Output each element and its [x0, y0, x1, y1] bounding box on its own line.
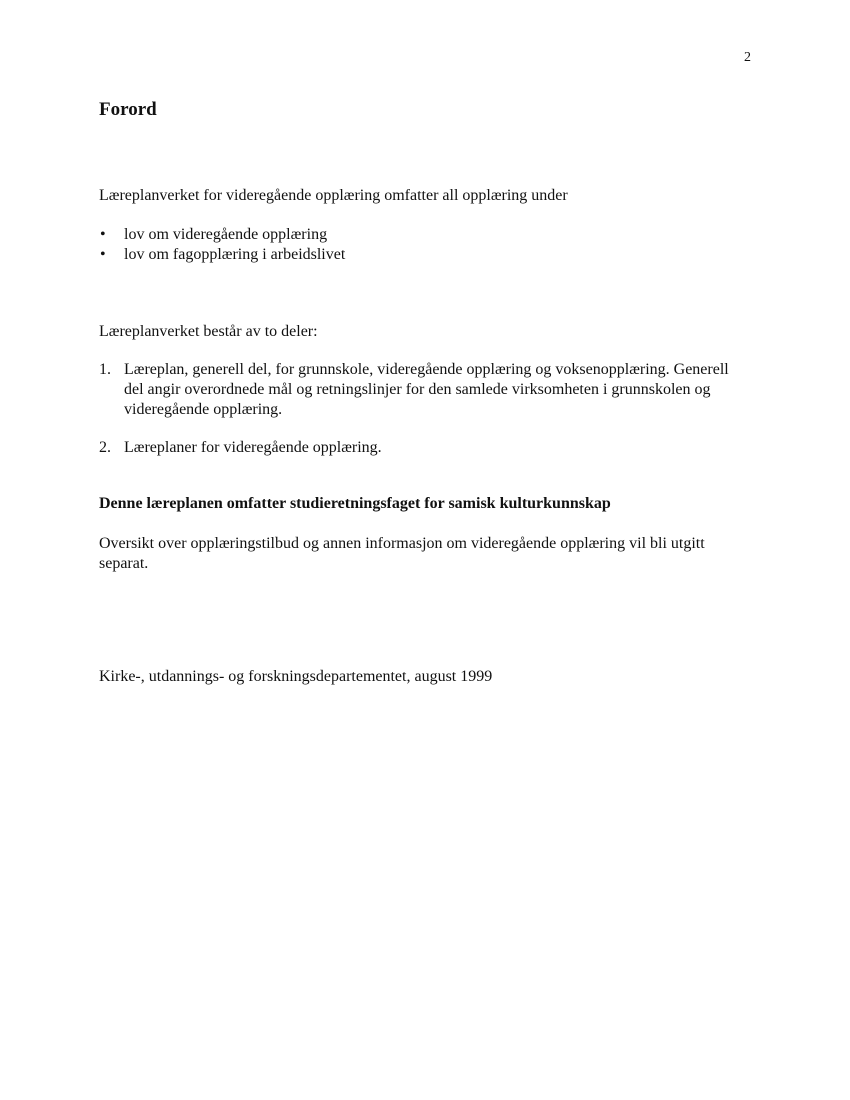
list-item	[99, 360, 739, 420]
list-item	[99, 245, 345, 265]
list-item-text: lov om fagopplæring i arbeidslivet	[124, 246, 346, 263]
page-title: Forord	[99, 99, 157, 120]
list-number: 2.	[99, 439, 111, 456]
list-number: 1.	[99, 361, 111, 378]
list-item-text: lov om videregående opplæring	[124, 226, 328, 243]
section-subheading: Denne læreplanen omfatter studieretningsfaget for samisk kulturkunnskap	[99, 495, 611, 512]
numbered-list	[99, 360, 739, 458]
bullet-icon: •	[100, 226, 106, 243]
consists-paragraph: Læreplanverket består av to deler:	[99, 323, 318, 340]
bullet-list	[99, 225, 345, 265]
list-item	[99, 225, 345, 245]
list-item-text: Læreplan, generell del, for grunnskole, videregående opplæring og voksenopplæring. Generell del angir overordnede mål og retningslinjer for den samlede virksomheten i grunnskolen og videregående opplæring.	[124, 361, 729, 418]
intro-paragraph: Læreplanverket for videregående opplæring omfatter all opplæring under	[99, 187, 568, 204]
bullet-icon: •	[100, 246, 106, 263]
page-number: 2	[744, 50, 751, 65]
list-item-text: Læreplaner for videregående opplæring.	[124, 439, 382, 456]
list-item	[99, 438, 739, 458]
overview-paragraph: Oversikt over opplæringstilbud og annen informasjon om videregående opplæring vil bli utgitt separat.	[99, 535, 705, 572]
department-date-line: Kirke-, utdannings- og forskningsdepartementet, august 1999	[99, 668, 493, 685]
